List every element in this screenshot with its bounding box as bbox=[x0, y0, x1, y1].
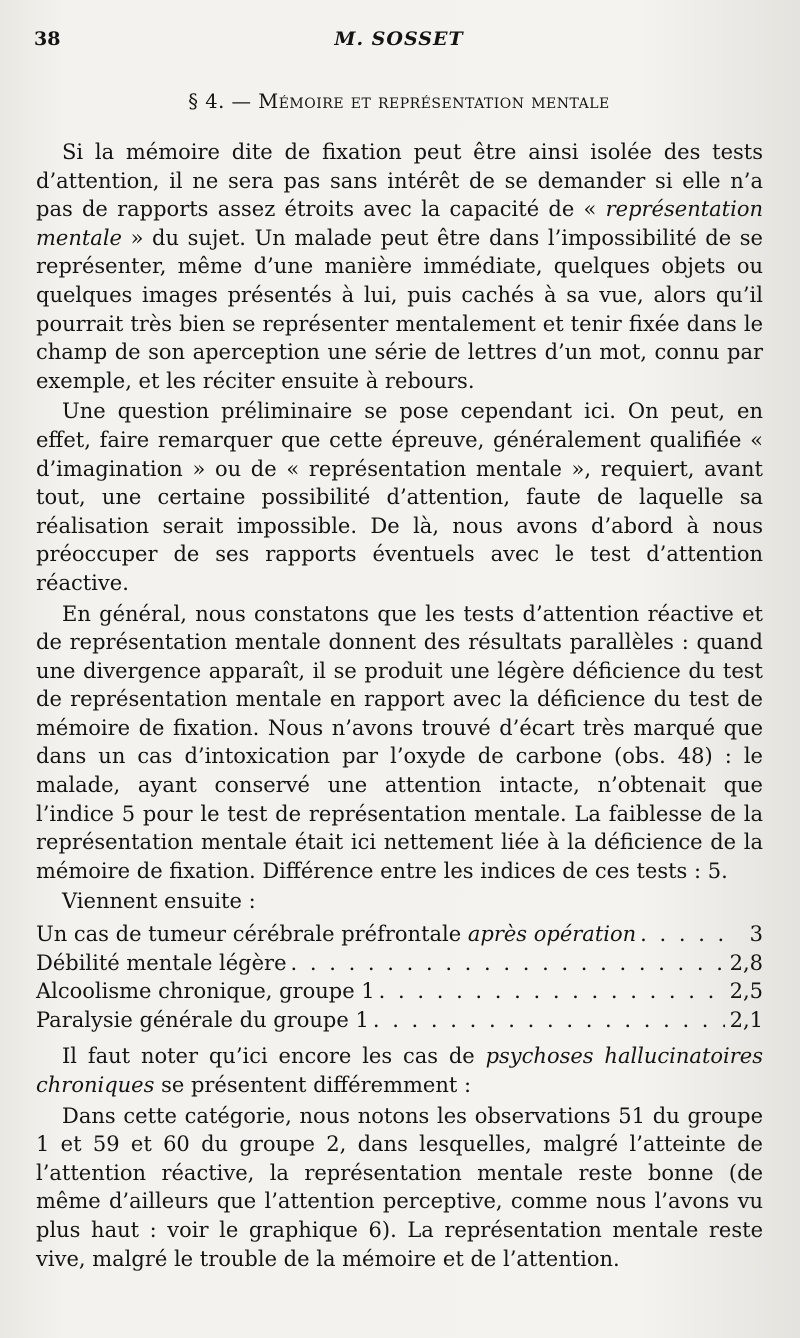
body-text bbox=[36, 138, 763, 1273]
list-item-value: 2,5 bbox=[729, 979, 763, 1004]
section-heading bbox=[34, 90, 764, 113]
results-list bbox=[36, 920, 763, 1034]
section-number: § 4. — bbox=[188, 90, 252, 113]
paragraph-3: En général, nous constatons que les tests d’attention réactive et de représentation mentale donnent des résultats parallèles : quand une divergence apparaît, il se produit une légère déficience du test de représentation mentale en rapport avec la déficience du test de mémoire de fixation. Nous n’avons trouvé d’écart très marqué que dans un cas d’intoxication par l’oxyde de carbone (obs. 48) : le malade, ayant conservé une attention intacte, n’obtenait que l’indice 5 pour le test de représentation mentale. La faiblesse de la représentation mentale était ici nettement liée à la déficience de la mémoire de fixation. Différence entre les indices de ces tests : 5. bbox=[36, 601, 763, 883]
paragraph-5-text-b: se présentent différemment : bbox=[154, 1073, 472, 1097]
paragraph-2: Une question préliminaire se pose cependant ici. On peut, en effet, faire remarquer que cette épreuve, généralement qualifiée « d’imagination » ou de « représentation mentale », requiert, avant tout, une certaine possibilité d’attention, faute de laquelle sa réalisation serait impossible. De là, nous avons d’abord à nous préoccuper de ses rapports éventuels avec le test d’attention réactive. bbox=[36, 399, 763, 595]
paragraph-4: Viennent ensuite : bbox=[62, 889, 256, 914]
list-item-label: Paralysie générale du groupe 1 bbox=[36, 1007, 369, 1032]
paragraph-1-text-b: » du sujet. Un malade peut être dans l’impossibilité de se représenter, même d’une manière immédiate, quelques objets ou quelques images présentés à lui, puis cachés à sa vue, alors qu’il pourrait très bien se représenter mentalement et tenir fixée dans le champ de son aperception une série de lettres d’un mot, connu par exemple, et les réciter ensuite à rebours. bbox=[36, 225, 763, 393]
running-author: M. SOSSET bbox=[334, 28, 464, 50]
list-item bbox=[36, 1006, 763, 1035]
paragraph-1-text-a: Si la mémoire dite de fixation peut être ainsi isolée des tests d’attention, il ne sera pas sans intérêt de se demander si elle n’a pas de rapports assez étroits avec la capacité de « bbox=[36, 140, 763, 222]
list-item bbox=[36, 949, 763, 978]
leader-dots bbox=[640, 920, 725, 949]
paragraph-5-emphasis: psychoses hallucinatoires chroniques bbox=[36, 1044, 763, 1097]
paragraph-1-emphasis: représentation mentale bbox=[36, 197, 763, 250]
section-title: Mémoire et représentation mentale bbox=[258, 90, 610, 113]
list-item-value: 2,1 bbox=[729, 1007, 763, 1032]
running-header bbox=[34, 28, 764, 58]
page-number: 38 bbox=[34, 28, 61, 50]
list-item-label: Alcoolisme chronique, groupe 1 bbox=[36, 979, 375, 1004]
paragraph-5 bbox=[36, 1042, 763, 1099]
leader-dots bbox=[373, 1006, 725, 1035]
list-item-label: Débilité mentale légère bbox=[36, 950, 287, 975]
list-item-label: Un cas de tumeur cérébrale préfrontale bbox=[36, 922, 468, 947]
paragraph-1 bbox=[36, 138, 763, 395]
list-item-label-emphasis: après opération bbox=[467, 922, 637, 947]
paragraph-5-text-a: Il faut noter qu’ici encore les cas de bbox=[62, 1044, 486, 1069]
list-item bbox=[36, 977, 763, 1006]
leader-dots bbox=[291, 949, 725, 978]
list-item bbox=[36, 920, 763, 949]
leader-dots bbox=[379, 977, 725, 1006]
paragraph-6: Dans cette catégorie, nous notons les observations 51 du groupe 1 et 59 et 60 du groupe 2, dans lesquelles, malgré l’atteinte de l’attention réactive, la représentation mentale reste bonne (de même d’ailleurs que l’attention perceptive, comme nous l’avons vu plus haut : voir le graphique 6). La représentation mentale reste vive, malgré le trouble de la mémoire et de l’attention. bbox=[36, 1103, 763, 1271]
list-item-value: 2,8 bbox=[729, 950, 763, 975]
list-item-value: 3 bbox=[749, 922, 763, 947]
